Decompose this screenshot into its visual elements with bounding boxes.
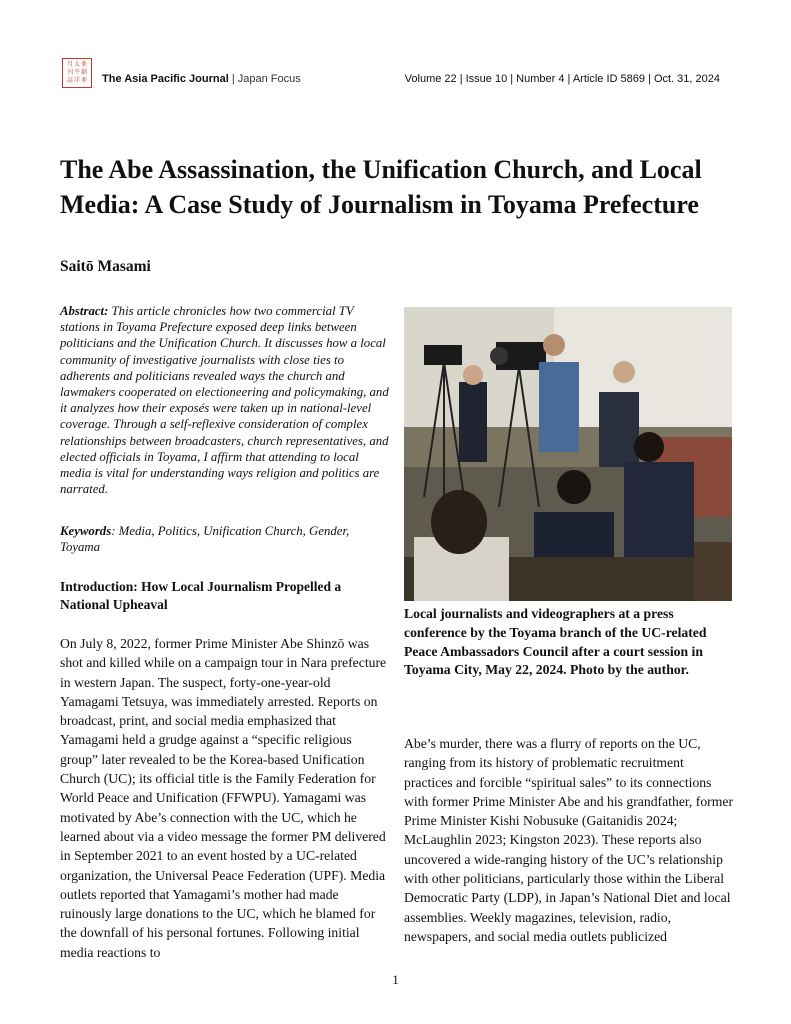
abstract — [60, 303, 390, 497]
keywords-text: : Media, Politics, Unification Church, Gender, Toyama — [60, 524, 350, 555]
page-number: 1 — [392, 972, 399, 987]
journal-subtitle: | Japan Focus — [231, 73, 301, 85]
keywords — [60, 523, 390, 555]
journal-logo: 月 太 亜 刊 平 細 誌 洋 亜 — [62, 58, 92, 88]
photo-caption: Local journalists and videographers at a press conference by the Toyama branch of the UC-related Peace Ambassadors Council after a court session in Toyama City, May 22, 2024. Photo by the author. — [404, 606, 707, 678]
body-text-right-column: Abe’s murder, there was a flurry of reports on the UC, ranging from its history of problematic recruitment practices and forcible “spiritual sales” to its connections with former Prime Minister Abe and his grandfather, former Prime Minister Kishi Nobusuke (Gaitanidis 2024; McLaughlin 2023; Kingston 2023). These reports also uncovered a wide-ranging history of the UC’s relationship with other politicians, particularly those within the Liberal Democratic Party (LDP), in Japan’s National Diet and local assemblies. Weekly magazines, television, radio, newspapers, and social media outlets publicized — [404, 736, 734, 944]
article-title: The Abe Assassination, the Unification Church, and Local Media: A Case Study of Journalism in Toyama Prefecture — [60, 155, 702, 219]
journal-name — [102, 73, 301, 85]
issue-info: Volume 22 | Issue 10 | Number 4 | Article ID 5869 | Oct. 31, 2024 — [404, 73, 720, 85]
abstract-text: This article chronicles how two commercial TV stations in Toyama Prefecture exposed deep links between politicians and the Unification Church. It discusses how a local community of investigative journalists with close ties to adherents and politicians revealed ways the church and lawmakers cooperated on electioneering and policymaking, and it analyzes how their exposés were taken up in national-level coverage. Through a self-reflexive consideration of complex relationships between broadcasters, church representatives, and elected officials in Toyama, I affirm that attending to local media is vital for understanding ways religion and politics are narrated. — [60, 304, 389, 497]
section-heading: Introduction: How Local Journalism Propelled a National Upheaval — [60, 579, 342, 612]
body-text-left-column: On July 8, 2022, former Prime Minister Abe Shinzō was shot and killed while on a campaign tour in Nara prefecture in western Japan. The suspect, forty-one-year-old Yamagami Tetsuya, was immediately arrested. Reports on broadcast, print, and social media emphasized that Yamagami held a grudge against a “specific religious group” later revealed to be the Korea-based Unification Church (UC); its official title is the Family Federation for World Peace and Unification (FFWPU). Yamagami was motivated by Abe’s connection with the UC, which he learned about via a video message the former PM delivered in September 2021 to an event hosted by a UC-related organization, the Universal Peace Federation (UPF). Media outlets reported that Yamagami’s mother had made ruinously large donations to the UC, which he blamed for the downfall of his personal fortunes. Following initial media reactions to — [60, 636, 387, 960]
photo-illustration — [404, 307, 732, 601]
page-header — [62, 58, 732, 90]
press-conference-photo — [404, 307, 732, 601]
keywords-label: Keywords — [60, 524, 112, 538]
abstract-label: Abstract: — [60, 304, 109, 318]
journal-title: The Asia Pacific Journal — [102, 73, 229, 85]
article-author: Saitō Masami — [60, 258, 151, 275]
